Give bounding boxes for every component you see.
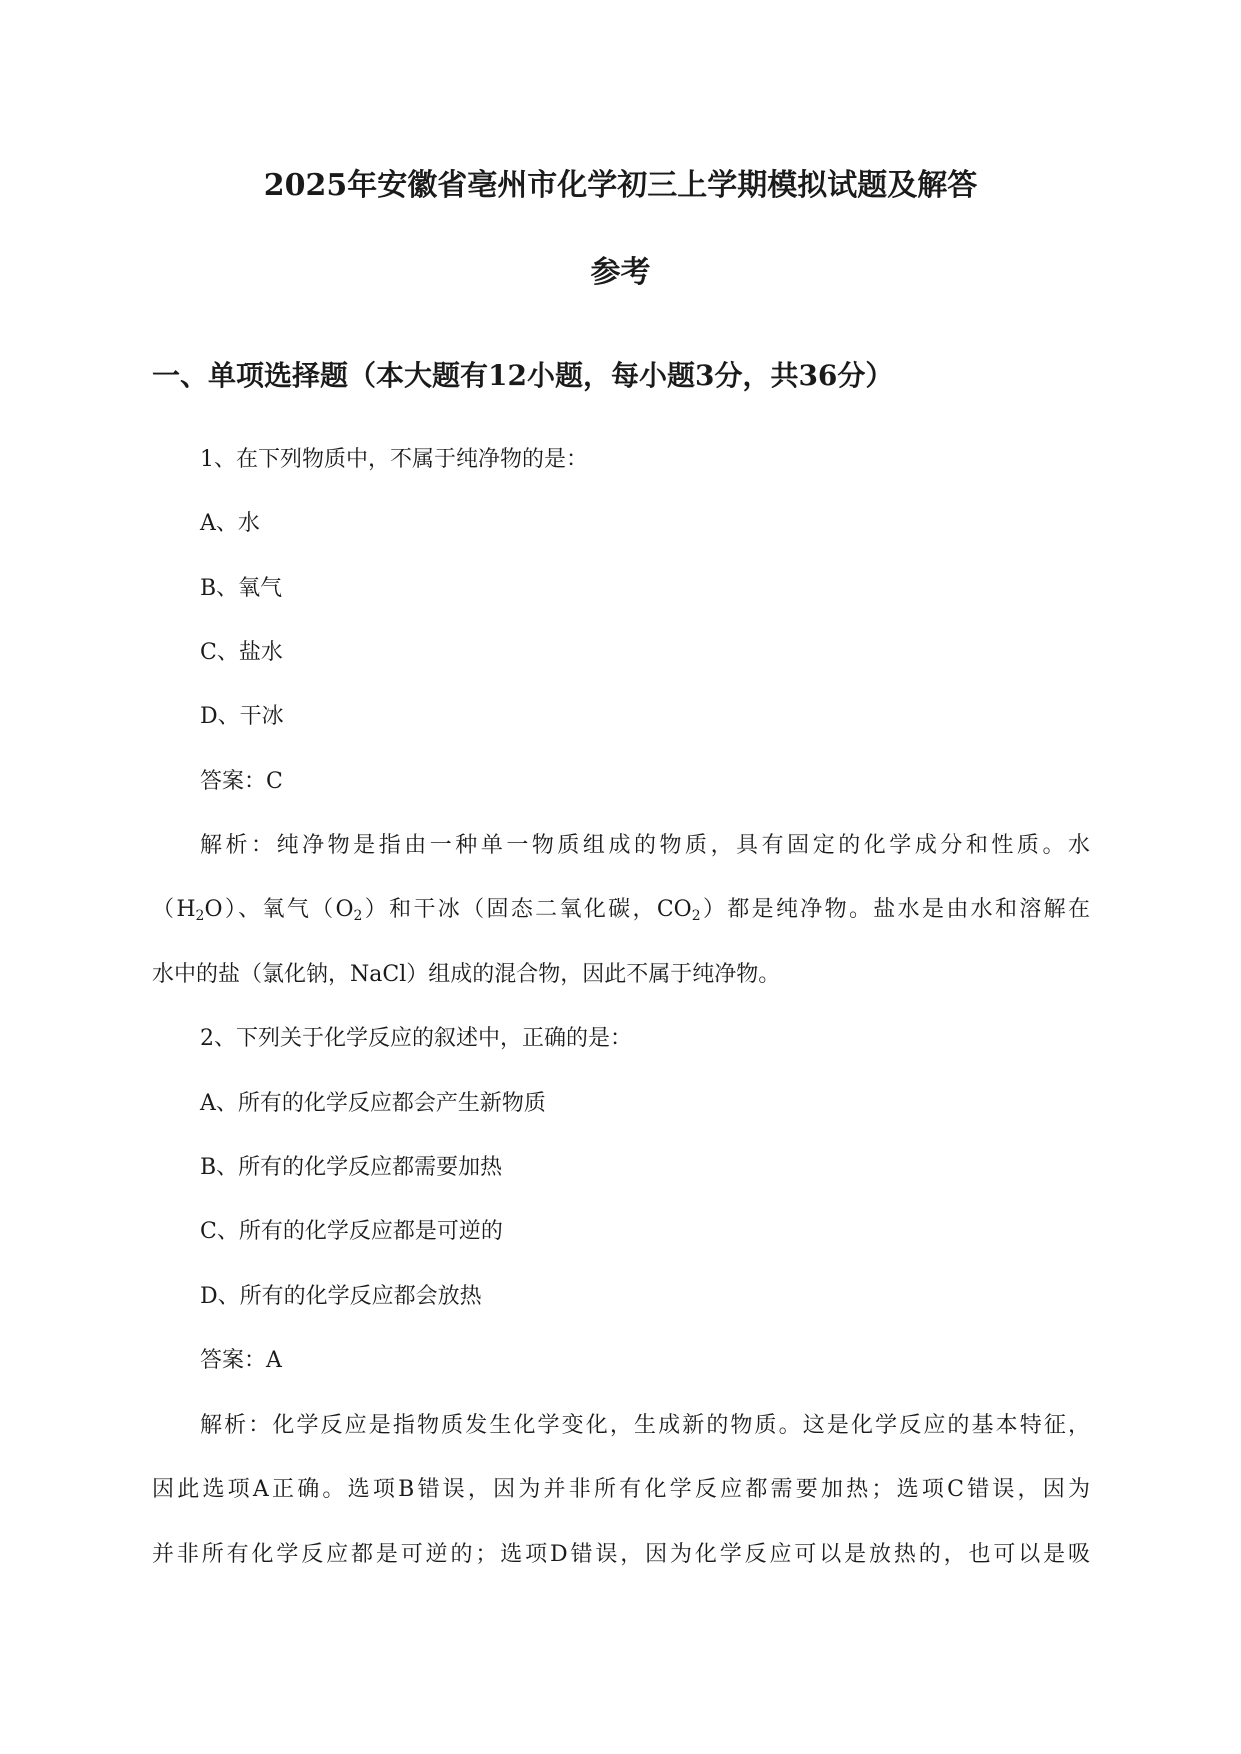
option-b: B、所有的化学反应都需要加热 <box>200 1155 503 1180</box>
question-stem: 1、在下列物质中，不属于纯净物的是： <box>200 447 588 472</box>
document-title-continued: 参考 <box>590 255 651 290</box>
subscript: 2 <box>691 908 701 924</box>
option-d: D、干冰 <box>200 704 284 729</box>
document-title: 2025年安徽省亳州市化学初三上学期模拟试题及解答 <box>263 168 978 203</box>
option-a: A、水 <box>200 511 260 536</box>
analysis-text: ）和干冰（固态二氧化碳，CO <box>362 897 692 922</box>
option-b: B、氧气 <box>200 576 283 601</box>
answer: 答案：C <box>200 769 283 794</box>
analysis-line: 水中的盐（氯化钠，NaCl）组成的混合物，因此不属于纯净物。 <box>152 962 781 987</box>
option-c: C、盐水 <box>200 640 283 665</box>
question-stem: 2、下列关于化学反应的叙述中，正确的是： <box>200 1026 632 1051</box>
analysis-text: ）都是纯净物。盐水是由水和溶解在 <box>700 897 1090 922</box>
analysis-line: 解析：化学反应是指物质发生化学变化，生成新的物质。这是化学反应的基本特征， <box>200 1413 1090 1438</box>
analysis-line: 解析：纯净物是指由一种单一物质组成的物质，具有固定的化学成分和性质。水 <box>200 833 1090 858</box>
analysis-text: O）、氧气（O <box>204 897 354 922</box>
section-heading: 一、单项选择题（本大题有12小题，每小题3分，共36分） <box>152 359 894 392</box>
subscript: 2 <box>195 908 205 924</box>
option-c: C、所有的化学反应都是可逆的 <box>200 1219 503 1244</box>
analysis-text: （H <box>152 897 196 922</box>
subscript: 2 <box>353 908 363 924</box>
answer: 答案：A <box>200 1348 282 1373</box>
option-a: A、所有的化学反应都会产生新物质 <box>200 1091 546 1116</box>
analysis-line: 因此选项A正确。选项B错误，因为并非所有化学反应都需要加热；选项C错误，因为 <box>152 1477 1090 1502</box>
option-d: D、所有的化学反应都会放热 <box>200 1284 482 1309</box>
analysis-line-formulas <box>152 892 1090 923</box>
analysis-line: 并非所有化学反应都是可逆的；选项D错误，因为化学反应可以是放热的，也可以是吸 <box>152 1542 1090 1567</box>
